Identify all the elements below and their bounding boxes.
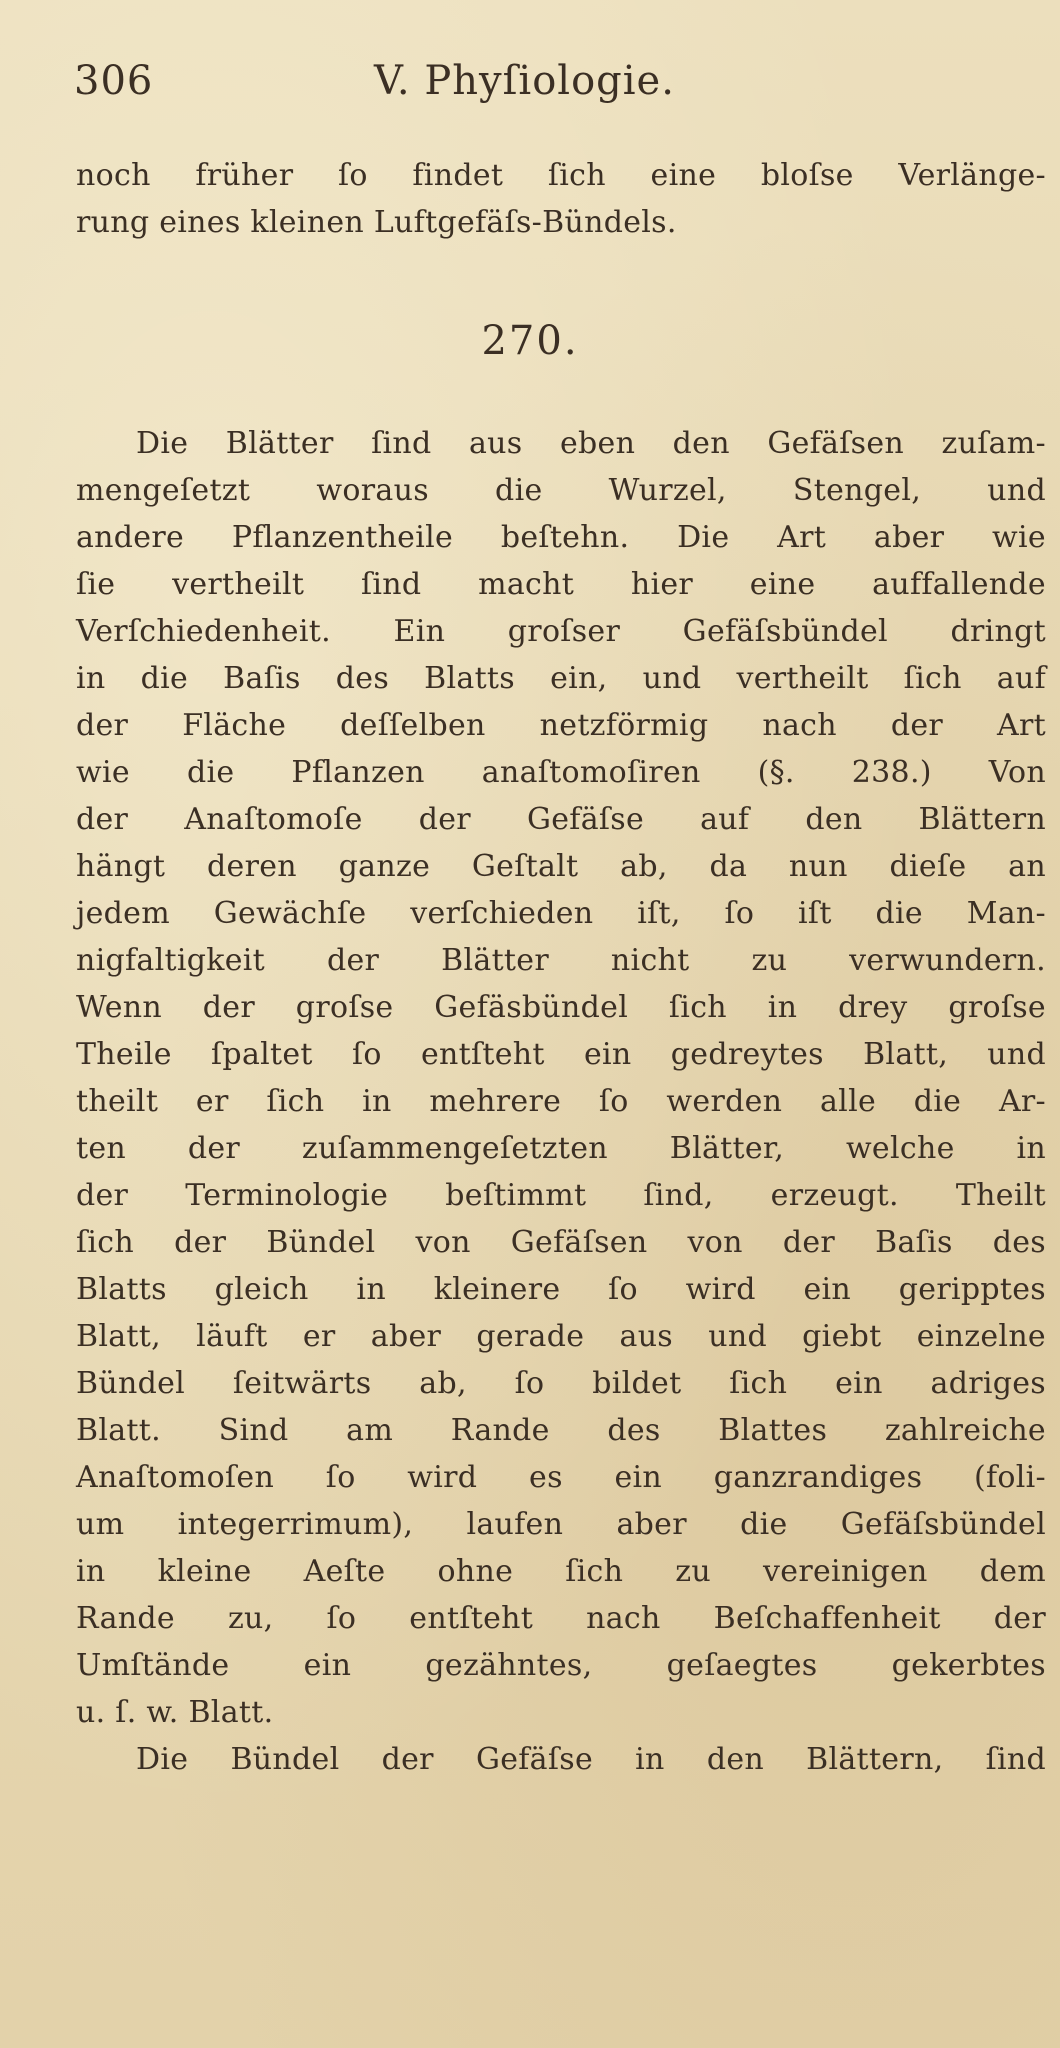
text-line: Anaſtomoſen ſo wird es ein ganzrandiges (foli- xyxy=(76,1460,1046,1495)
text-line: theilt er ſich in mehrere ſo werden alle die Ar- xyxy=(76,1084,1046,1119)
text-line: mengeſetzt woraus die Wurzel, Stengel, und xyxy=(76,473,1046,508)
text-line: in kleine Aeſte ohne ſich zu vereinigen dem xyxy=(76,1554,1046,1589)
text-line: Die Blätter ſind aus eben den Gefäſsen zuſam- xyxy=(136,426,1046,461)
text-line: ten der zuſammengeſetzten Blätter, welche in xyxy=(76,1131,1046,1166)
text-line: Rande zu, ſo entſteht nach Beſchaffenheit der xyxy=(76,1601,1046,1636)
text-line: noch früher ſo findet ſich eine bloſse Verlänge- xyxy=(76,158,1046,193)
text-line: jedem Gewächſe verſchieden iſt, ſo iſt die Man- xyxy=(76,896,1046,931)
text-line: Blatt, läuft er aber gerade aus und giebt einzelne xyxy=(76,1319,1046,1354)
text-line: Theile ſpaltet ſo entſteht ein gedreytes Blatt, und xyxy=(76,1037,1046,1072)
text-line: Blatt. Sind am Rande des Blattes zahlreiche xyxy=(76,1413,1046,1448)
text-line: Blatts gleich in kleinere ſo wird ein geripptes xyxy=(76,1272,1046,1307)
text-line: wie die Pflanzen anaſtomoſiren (§. 238.) Von xyxy=(76,755,1046,790)
text-line: in die Baſis des Blatts ein, und vertheilt ſich auf xyxy=(76,661,1046,696)
page-number: 306 xyxy=(74,58,154,104)
catchline: Die Bündel der Gefäſse in den Blättern, ſind xyxy=(136,1742,1046,1777)
running-head: V. Phyſiologie. xyxy=(374,58,675,104)
text-line: Verſchiedenheit. Ein groſser Gefäſsbündel dringt xyxy=(76,614,1046,649)
section-number: 270. xyxy=(481,318,579,364)
text-line: der Anaſtomoſe der Gefäſse auf den Blättern xyxy=(76,802,1046,837)
text-line: um integerrimum), laufen aber die Gefäſsbündel xyxy=(76,1507,1046,1542)
text-line: ſie vertheilt ſind macht hier eine auffallende xyxy=(76,567,1046,602)
text-line: der Fläche deſſelben netzförmig nach der Art xyxy=(76,708,1046,743)
text-line: ſich der Bündel von Gefäſsen von der Baſis des xyxy=(76,1225,1046,1260)
intro-text xyxy=(76,152,1046,246)
text-line: Bündel ſeitwärts ab, ſo bildet ſich ein adriges xyxy=(76,1366,1046,1401)
page-header xyxy=(74,58,974,118)
text-line: rung eines kleinen Luftgefäſs-Bündels. xyxy=(76,205,677,240)
text-line: Umſtände ein gezähntes, geſaegtes gekerbtes xyxy=(76,1648,1046,1683)
text-line: andere Pflanzentheile beſtehn. Die Art aber wie xyxy=(76,520,1046,555)
text-line: u. ſ. w. Blatt. xyxy=(76,1695,274,1730)
text-line: nigfaltigkeit der Blätter nicht zu verwundern. xyxy=(76,943,1046,978)
text-line: hängt deren ganze Geſtalt ab, da nun dieſe an xyxy=(76,849,1046,884)
text-line: Wenn der groſse Gefäsbündel ſich in drey groſse xyxy=(76,990,1046,1025)
text-line: der Terminologie beſtimmt ſind, erzeugt. Theilt xyxy=(76,1178,1046,1213)
paragraph-text xyxy=(76,420,1046,1783)
